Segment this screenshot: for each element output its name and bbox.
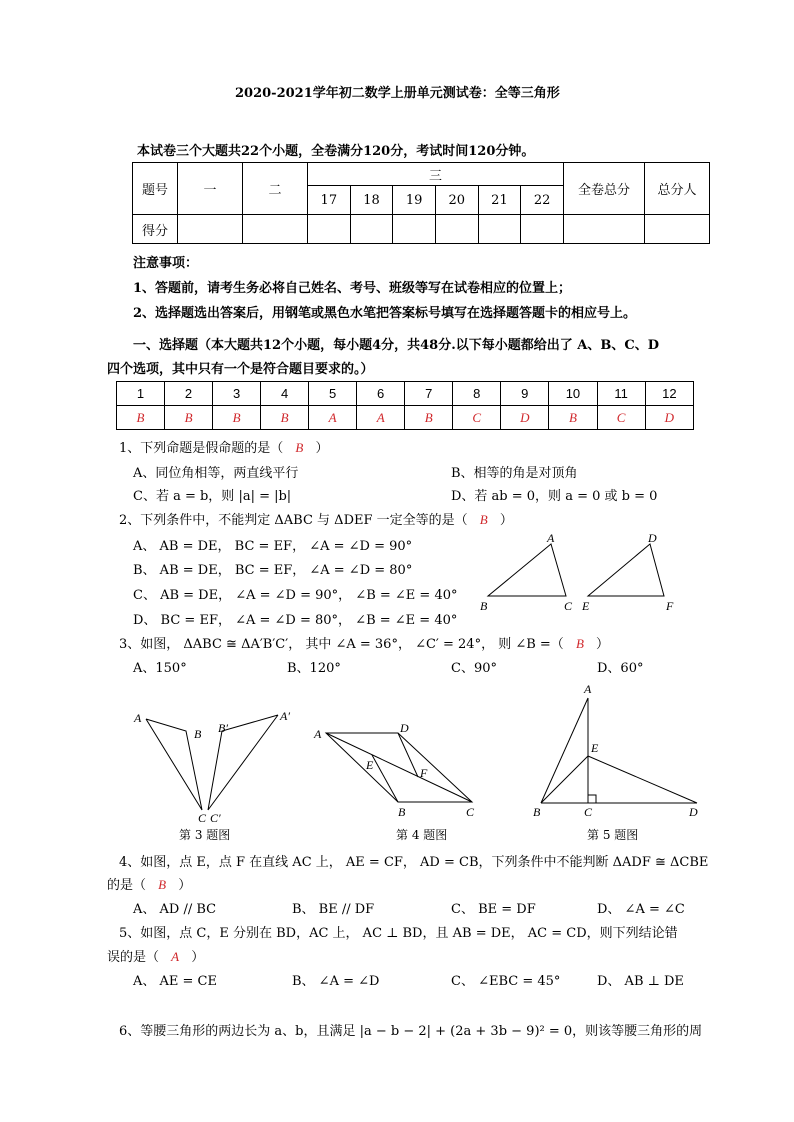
answer-number: 3 bbox=[213, 382, 261, 406]
fig3-label-c-prime: C′ bbox=[210, 811, 221, 825]
score-entry[interactable] bbox=[350, 215, 393, 244]
answer-cell[interactable]: B bbox=[549, 406, 597, 430]
score-header-cell: 一 bbox=[178, 163, 243, 215]
note-item: 1、答题前，请考生务必将自己姓名、考号、班级等写在试卷相应的位置上； bbox=[133, 281, 572, 296]
answer-cell[interactable]: A bbox=[309, 406, 357, 430]
answer-number: 5 bbox=[309, 382, 357, 406]
fig4-label-c: C bbox=[466, 805, 475, 819]
q4-option-c: C、 BE = DF bbox=[451, 902, 536, 917]
q1-stem: 1、下列命题是假命题的是（ B ） bbox=[119, 440, 329, 456]
fig3-label-a-prime: A′ bbox=[280, 709, 290, 723]
section1-heading: 一、选择题（本大题共12个小题，每小题4分，共48分.以下每小题都给出了 A、B、C、D bbox=[133, 338, 659, 353]
q3-stem: 3、如图， ΔABC ≅ ΔA′B′C′， 其中 ∠A = 36°， ∠C′ = 24°， 则 ∠B =（ B ） bbox=[119, 636, 610, 652]
q5-option-c: C、 ∠EBC = 45° bbox=[451, 974, 561, 989]
q3-option-b: B、120° bbox=[287, 661, 341, 676]
fig5-label-e: E bbox=[591, 741, 599, 755]
q2-fig-label-b: B bbox=[480, 599, 488, 613]
answer-number: 4 bbox=[261, 382, 309, 406]
q1-option-a: A、同位角相等，两直线平行 bbox=[133, 466, 299, 481]
answer-cell[interactable]: B bbox=[117, 406, 165, 430]
figure-3 bbox=[128, 700, 300, 825]
answer-number: 1 bbox=[117, 382, 165, 406]
q1-option-d: D、若 ab = 0，则 a = 0 或 b = 0 bbox=[451, 489, 658, 504]
fig3-label-c: C bbox=[198, 811, 207, 825]
q2-option-c: C、 AB = DE， ∠A = ∠D = 90°， ∠B = ∠E = 40° bbox=[133, 588, 458, 603]
figure-4 bbox=[310, 716, 485, 826]
answer-table bbox=[116, 381, 694, 430]
q2-stem: 2、下列条件中，不能判定 ΔABC 与 ΔDEF 一定全等的是（ B ） bbox=[119, 512, 513, 528]
answer-number: 6 bbox=[357, 382, 405, 406]
score-header-cell: 二 bbox=[243, 163, 308, 215]
answer-number: 8 bbox=[453, 382, 501, 406]
score-sub-cell: 20 bbox=[435, 186, 478, 215]
page-title: 2020-2021学年初二数学上册单元测试卷：全等三角形 bbox=[235, 86, 560, 101]
answer-cell[interactable]: B bbox=[165, 406, 213, 430]
score-sub-cell: 17 bbox=[308, 186, 351, 215]
q4-option-d: D、 ∠A = ∠C bbox=[597, 902, 685, 917]
fig4-caption: 第 4 题图 bbox=[396, 828, 448, 842]
q4-option-b: B、 BE // DF bbox=[292, 902, 375, 917]
q4-answer: B bbox=[158, 877, 167, 892]
q3-option-a: A、150° bbox=[133, 661, 187, 676]
fig4-label-f: F bbox=[420, 766, 428, 780]
q5-option-b: B、 ∠A = ∠D bbox=[292, 974, 380, 989]
q3-option-c: C、90° bbox=[451, 661, 497, 676]
score-entry[interactable] bbox=[178, 215, 243, 244]
intro-text: 本试卷三个大题共22个小题，全卷满分120分，考试时间120分钟。 bbox=[137, 144, 535, 159]
fig3-caption: 第 3 题图 bbox=[179, 828, 231, 842]
answer-number: 7 bbox=[405, 382, 453, 406]
q5-option-d: D、 AB ⊥ DE bbox=[597, 974, 684, 989]
fig3-label-b: B bbox=[194, 727, 202, 741]
score-entry[interactable] bbox=[478, 215, 521, 244]
score-entry[interactable] bbox=[243, 215, 308, 244]
fig5-label-d: D bbox=[689, 805, 698, 819]
score-sub-cell: 22 bbox=[521, 186, 564, 215]
answer-cell[interactable]: D bbox=[645, 406, 693, 430]
score-header-cell: 总分人 bbox=[645, 163, 710, 215]
q2-fig-label-e: E bbox=[582, 599, 590, 613]
answer-cell[interactable]: C bbox=[597, 406, 645, 430]
fig5-label-c: C bbox=[584, 805, 593, 819]
answer-cell[interactable]: B bbox=[405, 406, 453, 430]
q4-stem: 4、如图，点 E，点 F 在直线 AC 上， AE = CF， AD = CB，下列条件中不能判断 ΔADF ≅ ΔCBE bbox=[119, 855, 709, 870]
answer-number: 2 bbox=[165, 382, 213, 406]
score-entry[interactable] bbox=[308, 215, 351, 244]
fig4-label-e: E bbox=[366, 758, 374, 772]
fig4-label-a: A bbox=[314, 727, 322, 741]
q2-option-d: D、 BC = EF， ∠A = ∠D = 80°， ∠B = ∠E = 40° bbox=[133, 613, 458, 628]
answer-number: 11 bbox=[597, 382, 645, 406]
fig4-label-b: B bbox=[398, 805, 406, 819]
q1-option-c: C、若 a = b，则 |a| = |b| bbox=[133, 489, 292, 504]
q5-option-a: A、 AE = CE bbox=[133, 974, 217, 989]
q3-option-d: D、60° bbox=[597, 661, 644, 676]
q6-stem: 6、等腰三角形的两边长为 a、b，且满足 |a − b − 2| + (2a + 3b − 9)² = 0，则该等腰三角形的周 bbox=[119, 1024, 703, 1039]
note-item: 2、选择题选出答案后，用钢笔或黑色水笔把答案标号填写在选择题答题卡的相应号上。 bbox=[133, 306, 637, 321]
fig3-label-b-prime: B′ bbox=[218, 721, 228, 735]
score-entry[interactable] bbox=[521, 215, 564, 244]
score-sub-cell: 21 bbox=[478, 186, 521, 215]
q2-fig-label-d: D bbox=[648, 532, 657, 545]
notes-heading: 注意事项： bbox=[133, 256, 199, 271]
q2-fig-label-c: C bbox=[564, 599, 573, 613]
score-header-cell: 三 bbox=[308, 163, 564, 186]
fig3-label-a: A bbox=[134, 711, 142, 725]
q3-answer: B bbox=[575, 636, 584, 651]
answer-cell[interactable]: C bbox=[453, 406, 501, 430]
q1-answer: B bbox=[295, 440, 304, 455]
answer-number: 12 bbox=[645, 382, 693, 406]
fig5-label-a: A bbox=[584, 682, 592, 696]
q4-stem-cont: 的是（ B ） bbox=[107, 877, 192, 893]
q2-option-a: A、 AB = DE， BC = EF， ∠A = ∠D = 90° bbox=[133, 539, 413, 554]
figure-5 bbox=[527, 680, 707, 822]
answer-cell[interactable]: A bbox=[357, 406, 405, 430]
q2-figure bbox=[470, 532, 690, 614]
score-row-label: 得分 bbox=[133, 215, 178, 244]
q5-stem-cont: 误的是（ A ） bbox=[107, 949, 205, 965]
answer-number: 9 bbox=[501, 382, 549, 406]
q2-fig-label-a: A bbox=[547, 532, 555, 545]
fig5-label-b: B bbox=[533, 805, 541, 819]
answer-number: 10 bbox=[549, 382, 597, 406]
q4-option-a: A、 AD // BC bbox=[133, 902, 217, 917]
score-header-cell: 全卷总分 bbox=[564, 163, 645, 215]
q2-answer: B bbox=[479, 512, 488, 527]
answer-cell[interactable]: B bbox=[261, 406, 309, 430]
fig5-caption: 第 5 题图 bbox=[587, 828, 639, 842]
q2-option-b: B、 AB = DE， BC = EF， ∠A = ∠D = 80° bbox=[133, 563, 413, 578]
q5-stem: 5、如图，点 C，E 分别在 BD，AC 上， AC ⊥ BD，且 AB = DE， AC = CD，则下列结论错 bbox=[119, 926, 678, 941]
fig4-label-d: D bbox=[400, 721, 409, 735]
answer-cell[interactable]: B bbox=[213, 406, 261, 430]
score-entry[interactable] bbox=[564, 215, 645, 244]
q1-option-b: B、相等的角是对顶角 bbox=[451, 466, 578, 481]
score-sub-cell: 19 bbox=[393, 186, 436, 215]
score-entry[interactable] bbox=[393, 215, 436, 244]
score-header-cell: 题号 bbox=[133, 163, 178, 215]
score-sub-cell: 18 bbox=[350, 186, 393, 215]
q5-answer: A bbox=[171, 949, 180, 964]
answer-cell[interactable]: D bbox=[501, 406, 549, 430]
q2-fig-label-f: F bbox=[666, 599, 674, 613]
score-table bbox=[132, 162, 710, 244]
score-entry[interactable] bbox=[435, 215, 478, 244]
score-entry[interactable] bbox=[645, 215, 710, 244]
section1-heading-cont: 四个选项，其中只有一个是符合题目要求的。） bbox=[107, 362, 374, 377]
